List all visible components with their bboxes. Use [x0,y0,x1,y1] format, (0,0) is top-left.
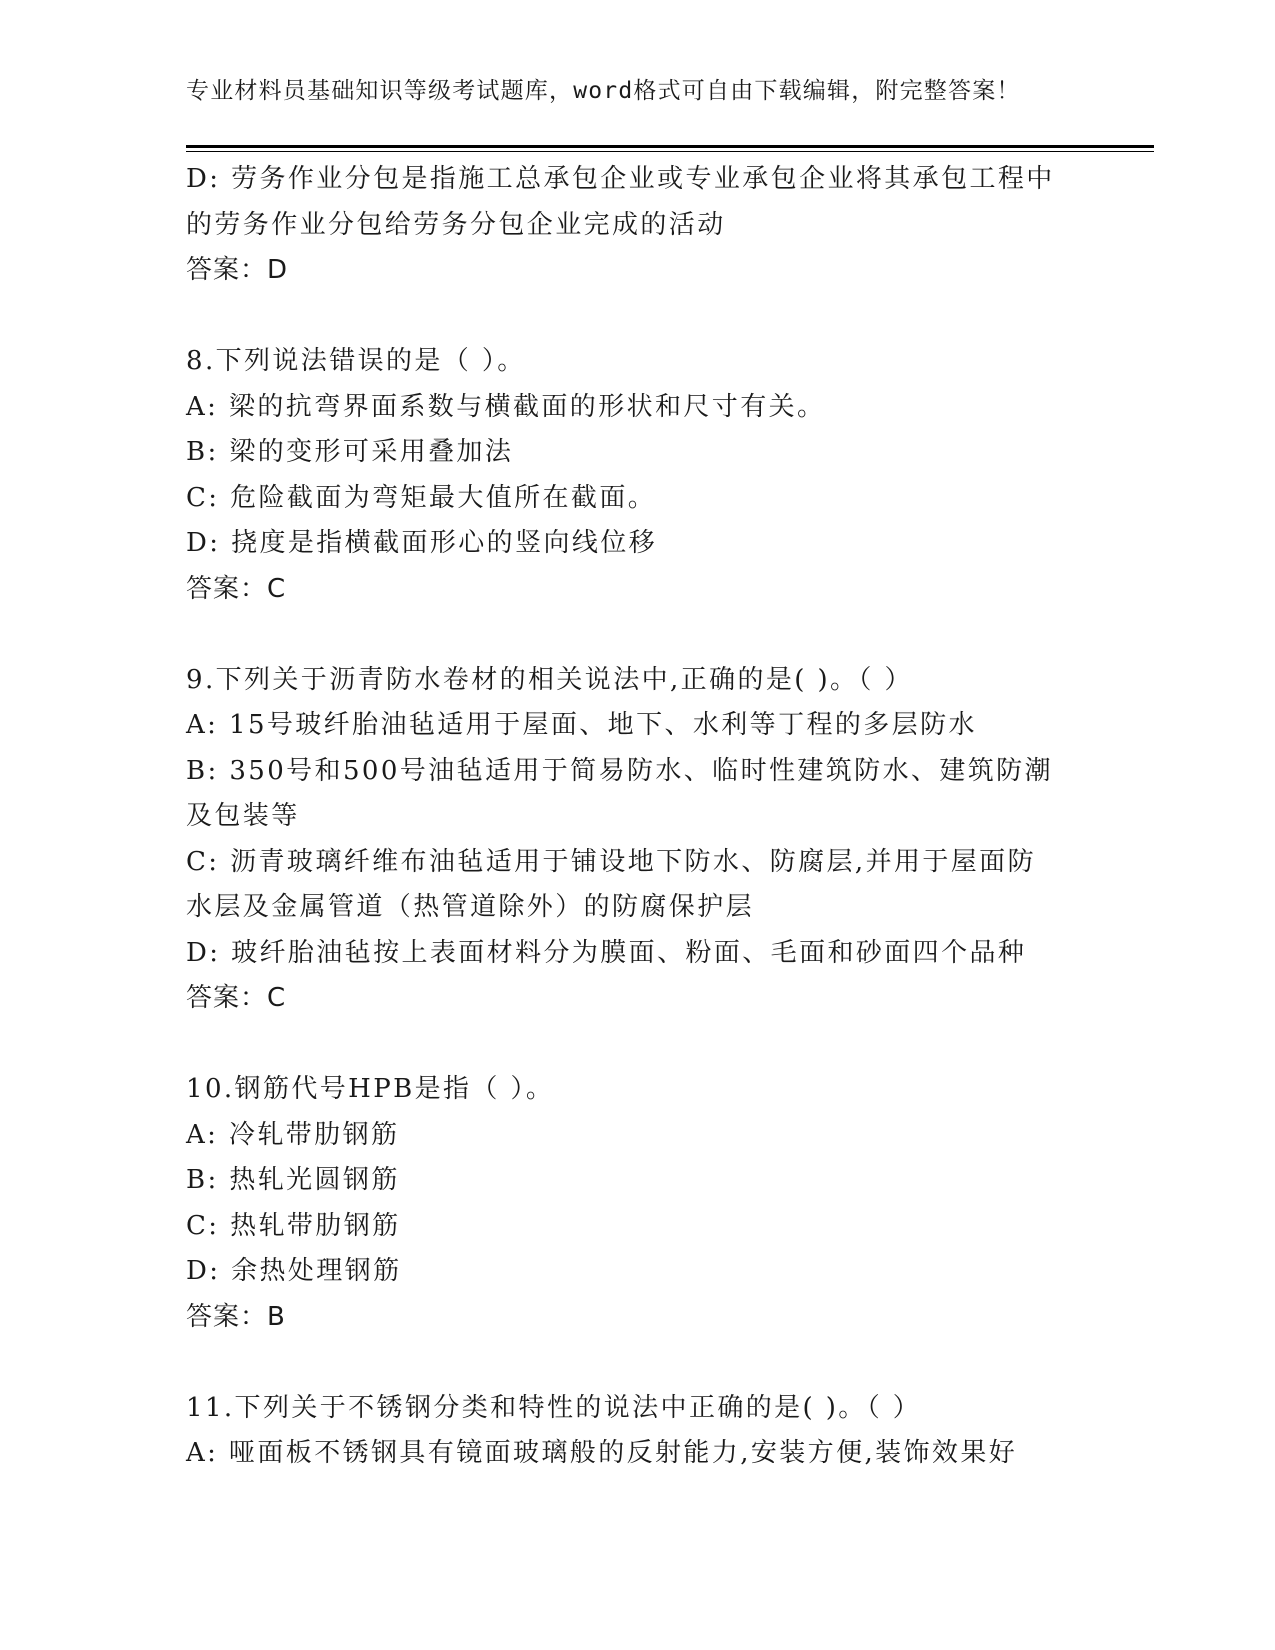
option-d: D: 劳务作业分包是指施工总承包企业或专业承包企业将其承包工程中 [186,164,1055,194]
question-stem: 11.下列关于不锈钢分类和特性的说法中正确的是( )。（ ） [186,1392,922,1423]
question-stem: 10.钢筋代号HPB是指（ ）。 [186,1074,555,1104]
answer: 答案：C [186,573,287,604]
option-c: C: 危险截面为弯矩最大值所在截面。 [186,482,657,513]
option-c-continued: 水层及金属管道（热管道除外）的防腐保护层 [186,892,755,922]
option-b: B: 梁的变形可采用叠加法 [186,437,514,467]
question-stem: 9.下列关于沥青防水卷材的相关说法中,正确的是( )。（ ） [186,664,913,695]
answer: 答案：C [186,983,287,1013]
option-c: C: 沥青玻璃纤维布油毡适用于铺设地下防水、防腐层,并用于屋面防 [186,846,1036,877]
option-d-continued: 的劳务作业分包给劳务分包企业完成的活动 [186,209,726,240]
question-block-11 [186,1386,1086,1477]
document-header: 专业材料员基础知识等级考试题库，word格式可自由下载编辑，附完整答案！ [186,78,1021,104]
option-a: A: 哑面板不锈钢具有镜面玻璃般的反射能力,安装方便,装饰效果好 [186,1438,1018,1468]
option-a: A: 梁的抗弯界面系数与横截面的形状和尺寸有关。 [186,391,826,422]
answer: 答案：B [186,1301,286,1332]
option-b: B: 热轧光圆钢筋 [186,1165,400,1195]
option-b-continued: 及包装等 [186,801,300,831]
option-d: D: 余热处理钢筋 [186,1256,402,1286]
option-a: A: 冷轧带肋钢筋 [186,1119,400,1150]
header-rule-thin [186,151,1154,152]
question-block-9 [186,658,1086,1022]
option-d: D: 挠度是指横截面形心的竖向线位移 [186,528,658,558]
question-content [186,157,1086,1477]
option-c: C: 热轧带肋钢筋 [186,1210,401,1241]
option-b: B: 350号和500号油毡适用于简易防水、临时性建筑防水、建筑防潮 [186,755,1053,786]
answer: 答案：D [186,255,289,285]
question-block-prev [186,157,1086,294]
option-d: D: 玻纤胎油毡按上表面材料分为膜面、粉面、毛面和砂面四个品种 [186,937,1027,968]
question-block-8 [186,339,1086,612]
question-block-10 [186,1067,1086,1340]
option-a: A: 15号玻纤胎油毡适用于屋面、地下、水利等丁程的多层防水 [186,710,977,740]
question-stem: 8.下列说法错误的是（ ）。 [186,346,526,376]
header-rule-thick [186,145,1154,148]
